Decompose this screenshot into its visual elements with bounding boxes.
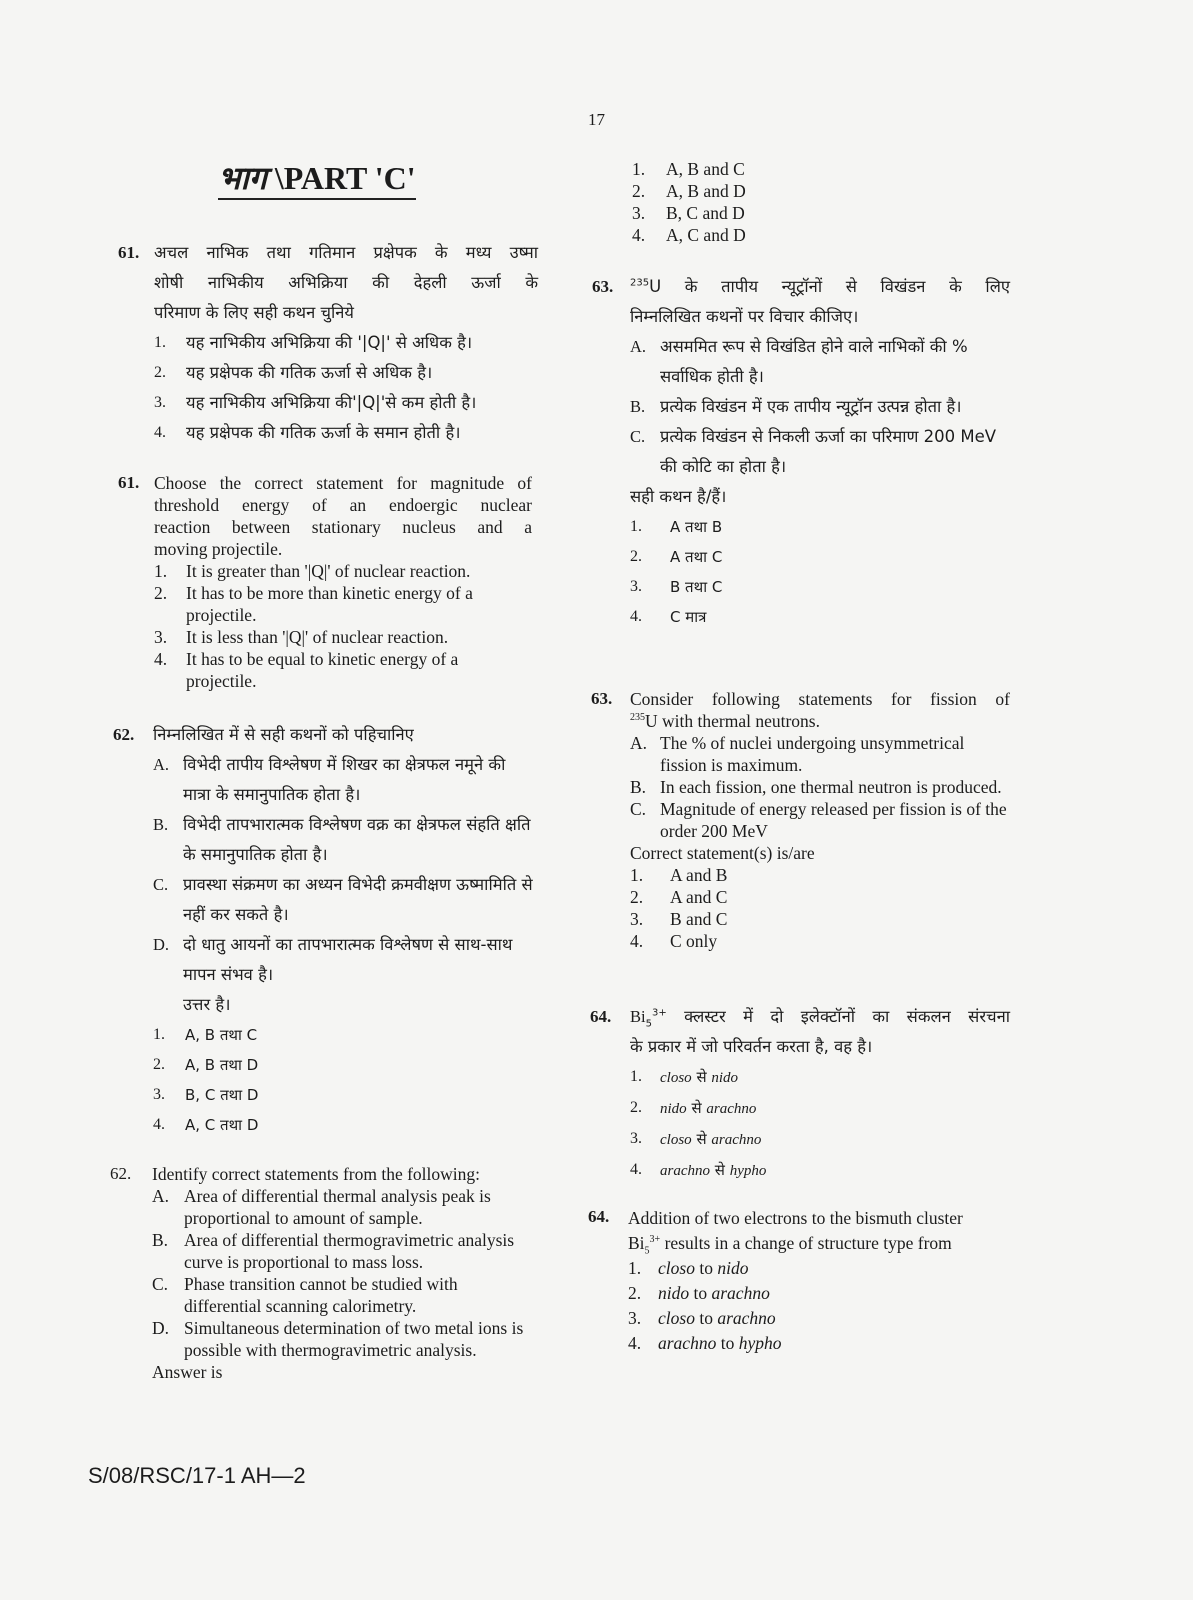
question-stem-line: निम्नलिखित कथनों पर विचार कीजिए।: [630, 307, 859, 326]
statement-a: A. असममित रूप से विखंडित होने वाले नाभिकों की % सर्वाधिक होती है।: [630, 337, 968, 386]
option-2: 2. A, B तथा D: [153, 1056, 259, 1074]
question-stem-line: अचल नाभिक तथा गतिमान प्रक्षेपक के मध्य उष्मा: [154, 243, 538, 262]
question-stem-line: परिमाण के लिए सही कथन चुनिये: [154, 303, 354, 322]
option-4: 4. A, C तथा D: [153, 1116, 259, 1134]
option-1: 1. It is greater than '|Q|' of nuclear reaction.: [154, 561, 471, 581]
option-1: 1. closo to nido: [628, 1258, 749, 1278]
option-2: 2. It has to be more than kinetic energy of a projectile.: [154, 583, 473, 625]
option-2: 2. A, B and D: [632, 181, 746, 201]
option-3: 3. यह नाभिकीय अभिक्रिया की'|Q|'से कम होती है।: [154, 393, 477, 412]
option-1: 1. A तथा B: [630, 518, 723, 536]
footer-code: S/08/RSC/17-1 AH—2: [88, 1463, 306, 1488]
option-2: 2. A and C: [630, 887, 728, 907]
answer-prompt: सही कथन है/हैं।: [630, 487, 727, 506]
statement-c: C. Phase transition cannot be studied with differential scanning calorimetry.: [152, 1274, 458, 1316]
option-4: 4. C only: [630, 931, 718, 951]
statement-d: D. दो धातु आयनों का तापभारात्मक विश्लेषण से साथ-साथ मापन संभव है।: [153, 935, 513, 984]
option-4: 4. arachno to hypho: [628, 1333, 782, 1353]
option-3: 3. B, C तथा D: [153, 1086, 259, 1104]
question-stem-line: $Bi_5^{3+}$ क्लस्टर में दो इलेक्टॉनों का संकलन संरचना: [630, 1007, 1010, 1030]
option-4: 4. A, C and D: [632, 225, 746, 245]
question-stem-line: reaction between stationary nucleus and a: [154, 517, 532, 537]
option-1: 1. closo से nido: [630, 1068, 739, 1086]
question-stem: निम्नलिखित में से सही कथनों को पहिचानिए: [153, 725, 414, 744]
option-1: 1. A, B and C: [632, 159, 745, 179]
question-number: 62.: [110, 1164, 132, 1183]
option-3: 3. closo to arachno: [628, 1308, 776, 1328]
option-1: 1. A, B तथा C: [153, 1026, 258, 1044]
option-3: 3. closo से arachno: [630, 1130, 762, 1148]
answer-prompt: Correct statement(s) is/are: [630, 843, 815, 863]
option-3: 3. B तथा C: [630, 578, 723, 596]
option-3: 3. B and C: [630, 909, 728, 929]
statement-b: B. विभेदी तापभारात्मक विश्लेषण वक्र का क्षेत्रफल संहति क्षति के समानुपातिक होता है।: [153, 815, 531, 864]
question-stem-line: Consider following statements for fission of: [630, 689, 1010, 709]
part-title: [218, 160, 416, 200]
page-number: 17: [588, 110, 605, 129]
option-3: 3. B, C and D: [632, 203, 745, 223]
option-2: 2. यह प्रक्षेपक की गतिक ऊर्जा से अधिक है।: [154, 363, 433, 382]
statement-b: B. प्रत्येक विखंडन में एक तापीय न्यूट्रॉन उत्पन्न होता है।: [630, 397, 962, 416]
option-4: 4. It has to be equal to kinetic energy of a projectile.: [154, 649, 459, 691]
question-number: 63.: [592, 277, 614, 296]
statement-b: B. Area of differential thermogravimetric analysis curve is proportional to mass loss.: [152, 1230, 515, 1272]
question-stem-line: $^{235}$U with thermal neutrons.: [630, 711, 820, 731]
statement-b: B. In each fission, one thermal neutron is produced.: [630, 777, 1002, 797]
question-number: 61.: [118, 473, 140, 492]
question-stem-line: threshold energy of an endoergic nuclear: [154, 495, 532, 515]
question-number: 64.: [588, 1207, 610, 1226]
option-2: 2. A तथा C: [630, 548, 723, 566]
continued-options: [632, 158, 932, 246]
option-2: 2. nido से arachno: [630, 1099, 757, 1117]
statement-c: C. प्रावस्था संक्रमण का अध्यन विभेदी क्रमवीक्षण ऊष्मामिति से नहीं कर सकते है।: [153, 875, 533, 924]
question-stem-line: के प्रकार में जो परिवर्तन करता है, वह है।: [630, 1037, 873, 1056]
question-stem-line: शोषी नाभिकीय अभिक्रिया की देहली ऊर्जा के: [154, 273, 538, 292]
question-stem-line: Choose the correct statement for magnitude of: [154, 473, 532, 493]
question-stem-line: $Bi_5^{3+}$ results in a change of structure type from: [628, 1233, 952, 1257]
question-stem: Identify correct statements from the following:: [152, 1164, 481, 1184]
statement-c: C. Magnitude of energy released per fission is of the order 200 MeV: [630, 799, 1007, 841]
question-number: 62.: [113, 725, 135, 744]
option-2: 2. nido to arachno: [628, 1283, 770, 1303]
option-4: 4. C मात्र: [630, 608, 707, 626]
part-title-hindi: भाग: [218, 160, 267, 196]
statement-a: A. विभेदी तापीय विश्लेषण में शिखर का क्षेत्रफल नमूने की मात्रा के समानुपातिक होता है।: [153, 755, 506, 804]
statement-d: D. Simultaneous determination of two metal ions is possible with thermogravimetric analysis.: [152, 1318, 524, 1360]
option-1: 1. A and B: [630, 865, 728, 885]
option-3: 3. It is less than '|Q|' of nuclear reaction.: [154, 627, 449, 647]
option-1: 1. यह नाभिकीय अभिक्रिया की '|Q|' से अधिक है।: [154, 333, 473, 352]
statement-a: A. The % of nuclei undergoing unsymmetrical fission is maximum.: [630, 733, 965, 775]
statement-a: A. Area of differential thermal analysis peak is proportional to amount of sample.: [152, 1186, 491, 1228]
question-stem-line: $^{235}$U के तापीय न्यूट्रॉनों से विखंडन के लिए: [630, 277, 1010, 296]
statement-c: C. प्रत्येक विखंडन से निकली ऊर्जा का परिमाण 200 MeV की कोटि का होता है।: [630, 427, 997, 476]
question-number: 64.: [590, 1007, 612, 1026]
answer-prompt: Answer is: [152, 1362, 223, 1382]
question-number: 63.: [591, 689, 613, 708]
option-4: 4. यह प्रक्षेपक की गतिक ऊर्जा के समान होती है।: [154, 423, 461, 442]
question-stem-line: moving projectile.: [154, 539, 283, 559]
option-4: 4. arachno से hypho: [630, 1161, 767, 1179]
question-number: 61.: [118, 243, 140, 262]
question-stem-line: Addition of two electrons to the bismuth cluster: [628, 1208, 963, 1228]
answer-prompt: उत्तर है।: [183, 995, 231, 1014]
part-title-english: \PART 'C': [274, 160, 416, 196]
